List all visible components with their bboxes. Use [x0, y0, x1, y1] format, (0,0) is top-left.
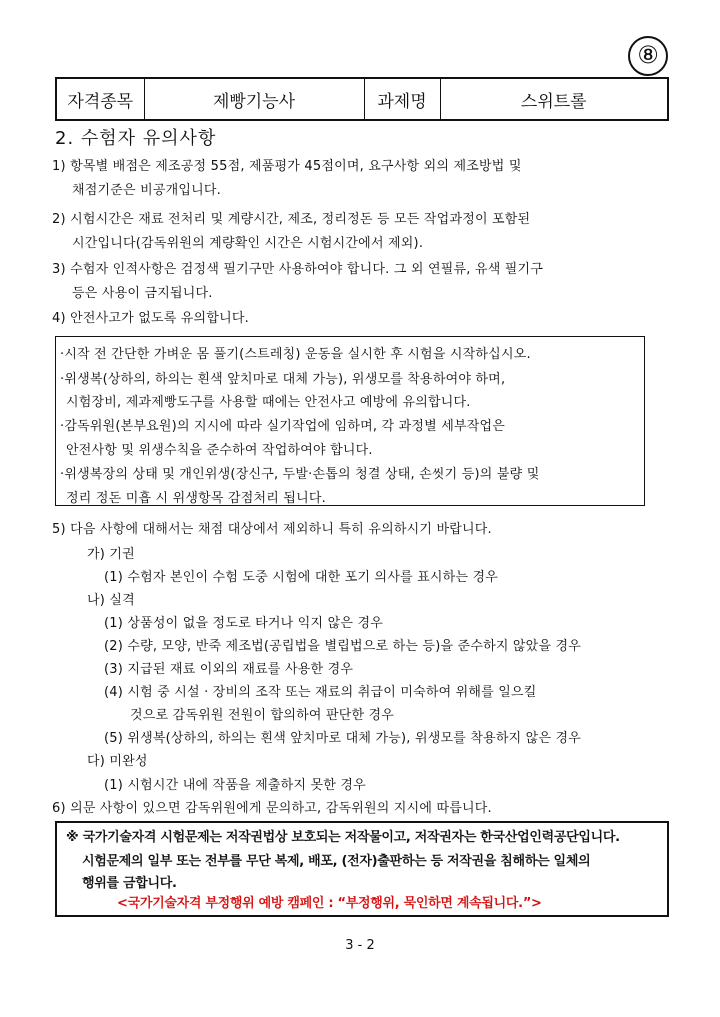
item-1-line-2: 채점기준은 비공개입니다.	[72, 183, 222, 198]
item-5-na-4-line-2: 것으로 감독위원 전원이 합의하여 판단한 경우	[130, 708, 395, 723]
item-5-na-5: (5) 위생복(상하의, 하의는 흰색 앞치마로 대체 가능), 위생모를 착용하지 않은 경우	[104, 731, 582, 746]
item-5-da-1: (1) 시험시간 내에 작품을 제출하지 못한 경우	[104, 778, 366, 793]
item-5-na-3: (3) 지급된 재료 이외의 재료를 사용한 경우	[104, 662, 354, 677]
header-table	[55, 77, 669, 121]
item-5-ga-1: (1) 수험자 본인이 수험 도중 시험에 대한 포기 의사를 표시하는 경우	[104, 570, 499, 585]
copyright-line-1: ※ 국가기술자격 시험문제는 저작권법상 보호되는 저작물이고, 저작권자는 한국산업인력공단입니다.	[66, 830, 620, 845]
copyright-line-3: 행위를 금합니다.	[82, 876, 177, 891]
item-5-da: 다) 미완성	[87, 754, 148, 769]
item-5-na: 나) 실격	[87, 593, 135, 608]
box-bullet-4-line-2: 정리 정돈 미흡 시 위생항목 감점처리 됩니다.	[66, 491, 326, 506]
qualification-value: 제빵기능사	[144, 78, 364, 120]
qualification-label: 자격종목	[56, 78, 144, 120]
item-5-intro: 5) 다음 사항에 대해서는 채점 대상에서 제외하니 특히 유의하시기 바랍니다.	[52, 522, 492, 537]
item-3-line-1: 3) 수험자 인적사항은 검정색 필기구만 사용하여야 합니다. 그 외 연필류, 유색 필기구	[52, 262, 544, 277]
box-bullet-1: ·시작 전 간단한 가벼운 몸 풀기(스트레칭) 운동을 실시한 후 시험을 시작하십시오.	[60, 347, 531, 362]
box-bullet-3-line-1: ·감독위원(본부요원)의 지시에 따라 실기작업에 임하며, 각 과정별 세부작업은	[60, 419, 506, 434]
item-6: 6) 의문 사항이 있으면 감독위원에게 문의하고, 감독위원의 지시에 따릅니다.	[52, 801, 492, 816]
section-title: 2. 수험자 유의사항	[55, 128, 217, 149]
item-5-ga: 가) 기권	[87, 547, 135, 562]
page-number-circle: ⑧	[628, 36, 668, 76]
task-label: 과제명	[364, 78, 440, 120]
item-3-line-2: 등은 사용이 금지됩니다.	[72, 286, 213, 301]
campaign-text: <국가기술자격 부정행위 예방 캠페인 : “부정행위, 묵인하면 계속됩니다.”>	[117, 896, 542, 911]
item-5-na-1: (1) 상품성이 없을 정도로 타거나 익지 않은 경우	[104, 616, 383, 631]
item-5-na-2: (2) 수량, 모양, 반죽 제조법(공립법을 별립법으로 하는 등)을 준수하지 않았을 경우	[104, 639, 582, 654]
item-4: 4) 안전사고가 없도록 유의합니다.	[52, 311, 249, 326]
page-footer: 3 - 2	[345, 938, 375, 953]
box-bullet-4-line-1: ·위생복장의 상태 및 개인위생(장신구, 두발·손톱의 청결 상태, 손씻기 등)의 불량 및	[60, 467, 540, 482]
item-5-na-4-line-1: (4) 시험 중 시설 · 장비의 조작 또는 재료의 취급이 미숙하여 위해를 일으킬	[104, 685, 537, 700]
box-bullet-2-line-2: 시험장비, 제과제빵도구를 사용할 때에는 안전사고 예방에 유의합니다.	[66, 395, 471, 410]
item-1-line-1: 1) 항목별 배점은 제조공정 55점, 제품평가 45점이며, 요구사항 외의 제조방법 및	[52, 159, 522, 174]
box-bullet-3-line-2: 안전사항 및 위생수칙을 준수하여 작업하여야 합니다.	[66, 443, 373, 458]
item-2-line-2: 시간입니다(감독위원의 계량확인 시간은 시험시간에서 제외).	[72, 236, 424, 251]
box-bullet-2-line-1: ·위생복(상하의, 하의는 흰색 앞치마로 대체 가능), 위생모를 착용하여야 하며,	[60, 372, 506, 387]
item-2-line-1: 2) 시험시간은 재료 전처리 및 계량시간, 제조, 정리정돈 등 모든 작업과정이 포함된	[52, 212, 531, 227]
copyright-line-2: 시험문제의 일부 또는 전부를 무단 복제, 배포, (전자)출판하는 등 저작권을 침해하는 일체의	[82, 854, 591, 869]
task-value: 스위트롤	[440, 78, 668, 120]
